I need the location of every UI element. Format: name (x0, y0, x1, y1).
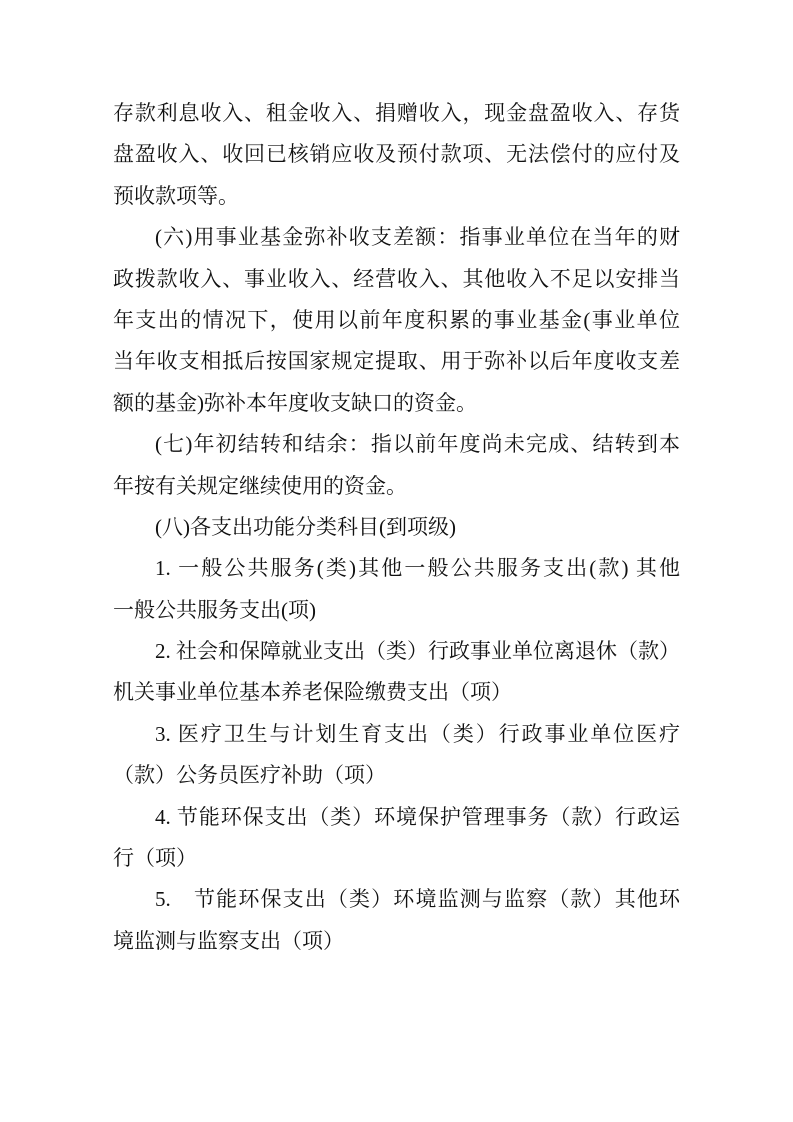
text-line: 政拨款收入、事业收入、经营收入、其他收入不足以安排当 (113, 266, 680, 291)
text-line: (八)各支出功能分类科目(到项级) (155, 514, 456, 539)
text-line: 行（项） (113, 846, 197, 871)
text-line: 存款利息收入、租金收入、捐赠收入，现金盘盈收入、存货 (113, 101, 680, 125)
text-line: （款）公务员医疗补助（项） (113, 763, 386, 788)
text-line: (七)年初结转和结余：指以前年度尚未完成、结转到本 (155, 432, 680, 457)
text-line: 盘盈收入、收回已核销应收及预付款项、无法偿付的应付及 (113, 142, 680, 167)
text-line: 机关事业单位基本养老保险缴费支出（项） (113, 680, 512, 705)
text-line: 1. 一般公共服务(类)其他一般公共服务支出(款) 其他 (155, 556, 680, 581)
text-line: 2. 社会和保障就业支出（类）行政事业单位离退休（款） (155, 639, 680, 664)
text-line: 4. 节能环保支出（类）环境保护管理事务（款）行政运 (155, 804, 680, 829)
text-line: 当年收支相抵后按国家规定提取、用于弥补以后年度收支差 (113, 349, 680, 374)
text-line: (六)用事业基金弥补收支差额：指事业单位在当年的财 (155, 225, 680, 250)
text-block (113, 93, 680, 962)
text-line: 预收款项等。 (113, 183, 239, 208)
text-line: 境监测与监察支出（项） (113, 928, 344, 953)
text-line: 年支出的情况下，使用以前年度积累的事业基金(事业单位 (113, 307, 680, 332)
text-line: 年按有关规定继续使用的资金。 (113, 473, 407, 498)
text-line: 3. 医疗卫生与计划生育支出（类）行政事业单位医疗 (155, 721, 680, 746)
text-line: 额的基金)弥补本年度收支缺口的资金。 (113, 390, 477, 415)
text-line: 5. 节能环保支出（类）环境监测与监察（款）其他环 (155, 887, 680, 912)
text-line: 一般公共服务支出(项) (113, 597, 316, 622)
